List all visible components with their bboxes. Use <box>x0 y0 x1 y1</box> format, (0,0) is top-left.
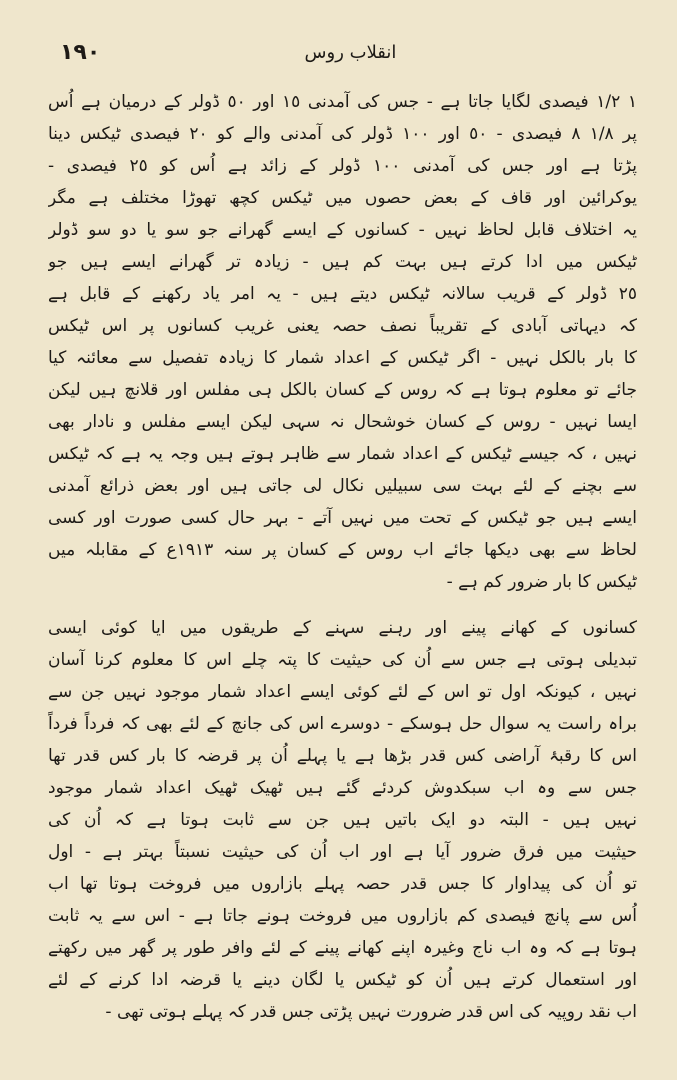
text-line: پڑتا ہے اور جس کی آمدنی ١٠٠ ڈولر کے زائد ہے اُس کو ٢٥ فیصدی - <box>48 156 637 176</box>
text-line: براہ راست یہ سوال حل ہوسکے - دوسرے اس کی جانچ کے لئے بھی کہ فرداً فرداً <box>48 714 637 734</box>
page-body <box>48 86 637 1028</box>
text-line: کا بار بالکل نہیں - اگر ٹیکس کے اعداد شمار کا زیادہ تفصیل سے معائنہ کیا <box>48 348 637 368</box>
text-line: اور استعمال کرتے ہیں اُن کو ٹیکس یا لگان دینے یا قرضہ ادا کرنے کے لئے <box>48 970 637 990</box>
text-line: یہ اختلاف قابل لحاظ نہیں - کسانوں کے ایسے گھرانے جو سو یا دو سو ڈولر <box>48 220 637 240</box>
text-line: اس کا رقبۂ آراضی کس قدر بڑھا ہے یا پہلے اُن پر قرضہ کا بار کس قدر تھا <box>48 746 637 766</box>
text-line: ہوتا ہے کہ وہ اب ناج وغیرہ اپنے کھانے پینے کے لئے وافر طور پر گھر میں رکھتے <box>48 938 637 958</box>
page-header <box>60 40 641 70</box>
text-line: کسانوں کے کھانے پینے اور رہنے سہنے کے طریقوں میں ایا کوئی ایسی <box>48 618 637 638</box>
text-line: نہیں ، کیونکہ اول تو اس کے لئے کوئی ایسے اعداد شمار موجود نہیں جن سے <box>48 682 637 702</box>
text-line: تو اُن کی پیداوار کا جس قدر حصہ پہلے بازاروں میں فروخت ہوتا تھا اب <box>48 874 637 894</box>
text-line: ٢٥ ڈولر کے قریب سالانہ ٹیکس دیتے ہیں - یہ امر یاد رکھنے کے قابل ہے <box>48 284 637 304</box>
text-line: لحاظ سے بھی دیکھا جائے اب روس کے کسان پر سنہ ١٩١٣ع کے مقابلہ میں <box>48 540 637 560</box>
text-line: ٹیکس میں ادا کرتے ہیں بہت کم ہیں - زیادہ تر گھرانے ایسے ہیں جو <box>48 252 637 272</box>
text-line: یوکرائین اور قاف کے بعض حصوں میں ٹیکس کچھ تھوڑا مختلف ہے مگر <box>48 188 637 208</box>
running-title: انقلاب روس <box>304 42 397 63</box>
text-line: اُس سے پانچ فیصدی کم بازاروں میں فروخت ہونے جاتا ہے - اس سے یہ ثابت <box>48 906 637 926</box>
page-number: ١٩٠ <box>60 40 101 65</box>
text-line: کہ دیہاتی آبادی کے تقریباً نصف حصہ یعنی غریب کسانوں پر اس ٹیکس <box>48 316 637 336</box>
paragraph <box>48 612 637 1028</box>
text-line: ٹیکس کا بار ضرور کم ہے - <box>446 572 637 592</box>
text-line: نہیں ، کہ جیسے ٹیکس کے اعداد شمار سے ظاہر ہوتے ہیں وجہ یہ ہے کہ ٹیکس <box>48 444 637 464</box>
text-line: جائے تو معلوم ہوتا ہے کہ روس کے کسان بالکل ہی مفلس اور قلانچ ہیں لیکن <box>48 380 637 400</box>
text-line: تبدیلی ہوتی ہے جس سے اُن کی حیثیت کا پتہ چلے اس کا معلوم کرنا آسان <box>48 650 637 670</box>
text-line: ایسے ہیں جو ٹیکس کے تحت میں نہیں آتے - بہر حال کسی صورت اور کسی <box>48 508 637 528</box>
text-line: پر ١/٨ ٨ فیصدی - ٥٠ اور ١٠٠ ڈولر کی آمدنی والے کو ٢٠ فیصدی ٹیکس دینا <box>48 124 637 144</box>
text-line: نہیں ہیں - البتہ دو ایک باتیں ہیں جن سے ثابت ہوتا ہے کہ اُن کی <box>48 810 637 830</box>
text-line: سے بچنے کے لئے بہت سی سبیلیں نکال لی جاتی ہیں اور بعض ذرائع آمدنی <box>48 476 637 496</box>
text-line: اب نقد روپیہ کی اس قدر ضرورت نہیں پڑتی جس قدر کہ پہلے ہوتی تھی - <box>105 1002 637 1022</box>
text-line: جس سے وہ اب سبکدوش کردئے گئے ہیں ٹھیک ٹھیک اعداد شمار موجود <box>48 778 637 798</box>
text-line: ١ ١/٢ فیصدی لگایا جاتا ہے - جس کی آمدنی ١٥ اور ٥٠ ڈولر کے درمیان ہے اُس <box>48 92 637 112</box>
text-line: ایسا نہیں - روس کے کسان خوشحال نہ سہی لیکن ایسے مفلس و نادار بھی <box>48 412 637 432</box>
paragraph <box>48 86 637 598</box>
text-line: حیثیت میں فرق ضرور آیا ہے اور اب اُن کی حیثیت نسبتاً بہتر ہے - اول <box>48 842 637 862</box>
